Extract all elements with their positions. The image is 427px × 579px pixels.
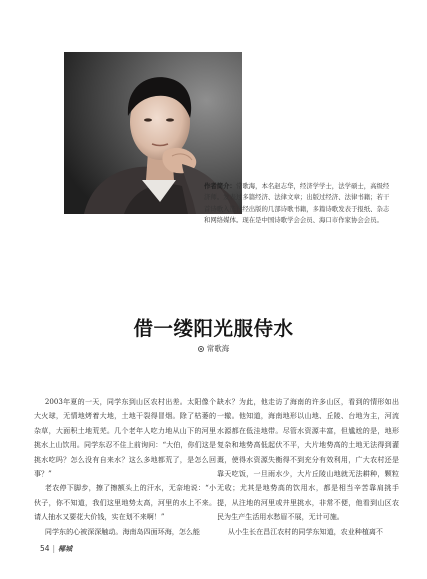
- byline-author: 常歌海: [206, 344, 230, 353]
- page-number: 54: [40, 544, 50, 553]
- page-footer: [40, 544, 72, 554]
- paragraph: 老农停下脚步，擦了擦额头上的汗水，无奈地说：“小伙子，你不知道，我们这里地势太高，河里的水上不来。请人抽水又要花大价钱，实在划不来啊！”: [34, 483, 216, 522]
- author-bio-text: 常歌海，本名赵志华，经济学学士，法学硕士，高级经济师。发表过多篇经济、法律文章；出版过经济、法律书籍；若干首诗歌入选已经出版的几部诗歌书籍，多篇诗歌发表于报纸、杂志和网络媒体。现在是中国诗歌学会会员、海口市作家协会会员。: [204, 182, 390, 225]
- magazine-name: 椰城: [58, 545, 73, 553]
- paragraph: 同学东的心被深深触动。海南岛四面环海，怎么能: [44, 526, 200, 536]
- article-title: 借一缕阳光服侍水: [133, 317, 294, 340]
- bullet-icon: [198, 346, 204, 352]
- article-column-left: [34, 395, 216, 539]
- author-bio-label: 作者简介：: [204, 182, 236, 190]
- article-column-right: [217, 395, 399, 539]
- paragraph: 2003年夏的一天，同学东到山区农村出差。太阳像个大火球，无情地烤着大地，土地干裂得冒烟。除了枯萎的杂草，大面积土地荒芜。几个老年人吃力地从山下的河里挑水上山饮用。同学东忍不住上前询问：“大伯，你们这是挑水吃吗？怎么没有自来水？这么多地都荒了，是怎么回事？”: [34, 397, 216, 479]
- byline: [0, 343, 427, 354]
- paragraph: 缺水？为此，他走访了海南的许多山区，看到的情形如出一辙。他知道，海南地形以山地、丘陵、台地为主，河流水源都在低洼地带。尽管水资源丰富，但尴尬的是，地形复杂和地势高低起伏不平，大片地势高的土地无法得到灌溉，使得水资源失衡得不到充分有效利用，广大农村还是靠天吃饭，一旦雨水少，大片丘陵山地就无法耕种，颗粒无收；尤其是地势高的饮用水，都是相当辛苦靠肩挑手提，从注地的河里或井里挑水，非常不便，他看到山区农民为生产生活用水愁眉不展，无计可施。: [217, 397, 399, 522]
- folio-divider: |: [52, 544, 56, 553]
- paragraph: 从小生长在昌江农村的同学东知道，农业种植离不: [227, 526, 383, 536]
- author-bio: [204, 181, 394, 227]
